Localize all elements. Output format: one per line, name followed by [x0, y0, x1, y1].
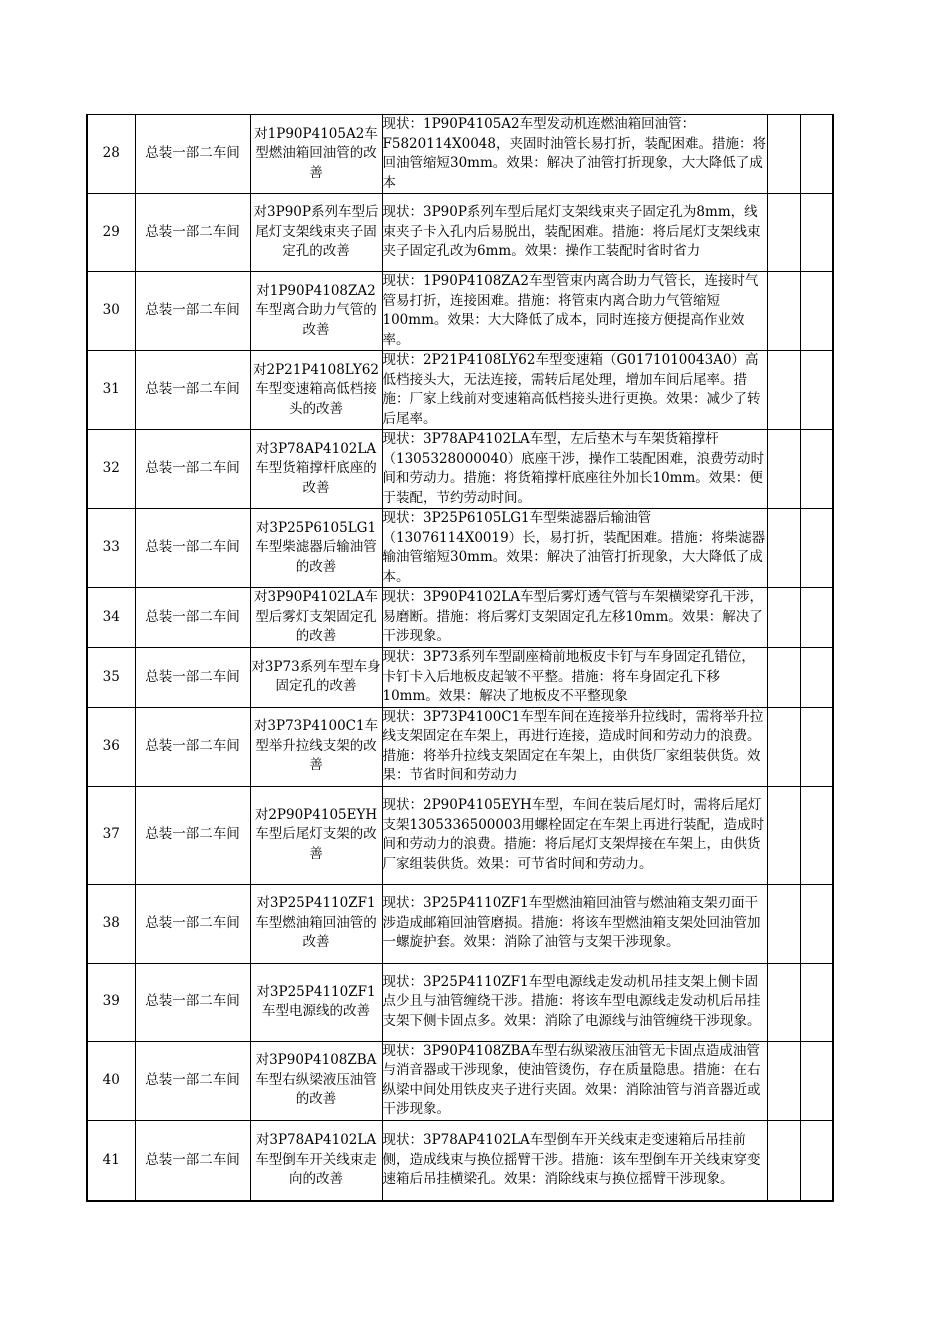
project-cell: 对1P90P4105A2车型燃油箱回油管的改善 — [250, 115, 382, 194]
row-number: 38 — [87, 884, 135, 963]
description-cell — [382, 963, 767, 1041]
description-cell — [382, 588, 767, 648]
department-cell: 总装一部二车间 — [135, 786, 250, 884]
project-cell: 对3P73系列车型车身固定孔的改善 — [250, 648, 382, 708]
blank-cell — [800, 430, 833, 509]
project-cell: 对1P90P4108ZA2车型离合助力气管的改善 — [250, 272, 382, 351]
blank-cell — [767, 1041, 800, 1120]
project-cell: 对3P25P4110ZF1车型燃油箱回油管的改善 — [250, 884, 382, 963]
table-row — [87, 194, 833, 272]
department-cell: 总装一部二车间 — [135, 430, 250, 509]
blank-cell — [767, 194, 800, 272]
description-text: 现状：3P25P6105LG1车型柴滤器后输油管（13076114X0019）长，易打折，装配困难。措施：将柴滤器输油管缩短30mm。效果：解决了油管打折现象，大大降低了成本。 — [382, 510, 766, 585]
blank-cell — [800, 707, 833, 786]
project-cell: 对2P90P4105EYH车型后尾灯支架的改善 — [250, 786, 382, 884]
project-cell: 对3P78AP4102LA车型倒车开关线束走向的改善 — [250, 1120, 382, 1201]
description-cell — [382, 115, 767, 194]
row-number: 29 — [87, 194, 135, 272]
department-cell: 总装一部二车间 — [135, 884, 250, 963]
row-number: 28 — [87, 115, 135, 194]
row-number: 41 — [87, 1120, 135, 1201]
project-cell: 对2P21P4108LY62车型变速箱高低档接头的改善 — [250, 351, 382, 430]
description-cell — [382, 351, 767, 430]
blank-cell — [800, 509, 833, 588]
blank-cell — [800, 272, 833, 351]
row-number: 32 — [87, 430, 135, 509]
row-number: 31 — [87, 351, 135, 430]
description-text: 现状：3P73P4100C1车型车间在连接举升拉线时，需将举升拉线支架固定在车架上，再进行连接，造成时间和劳动力的浪费。措施：将举升拉线支架固定在车架上，由供货厂家组装供货。效果：节省时间和劳动力 — [382, 708, 764, 783]
blank-cell — [800, 884, 833, 963]
improvement-table — [86, 114, 834, 1202]
blank-cell — [800, 786, 833, 884]
blank-cell — [767, 588, 800, 648]
department-cell: 总装一部二车间 — [135, 1041, 250, 1120]
project-cell: 对3P73P4100C1车型举升拉线支架的改善 — [250, 707, 382, 786]
blank-cell — [767, 648, 800, 708]
table-row — [87, 115, 833, 194]
project-cell: 对3P25P4110ZF1车型电源线的改善 — [250, 963, 382, 1041]
description-text: 现状：3P90P4108ZBA车型右纵梁液压油管无卡固点造成油管与消音器或干涉现象，使油管烫伤，存在质量隐患。措施：在右纵梁中间处用铁皮夹子进行夹固。效果：消除油管与消音器近或干涉现象。 — [382, 1042, 761, 1117]
table-row — [87, 588, 833, 648]
table-row — [87, 884, 833, 963]
description-text: 现状：3P78AP4102LA车型，左后垫木与车架货箱撑杆（1305328000040）底座干涉，操作工装配困难，浪费劳动时间和劳动力。措施：将货箱撑杆底座往外加长10mm。效果：便于装配，节约劳动时间。 — [382, 431, 765, 506]
row-number: 35 — [87, 648, 135, 708]
table-row — [87, 648, 833, 708]
table-row — [87, 509, 833, 588]
description-text: 现状：2P21P4108LY62车型变速箱（G0171010043A0）高低档接头大，无法连接，需转后尾处理，增加车间后尾率。措施：厂家上线前对变速箱高低档接头进行更换。效果：减少了转后尾率。 — [382, 352, 761, 427]
department-cell: 总装一部二车间 — [135, 588, 250, 648]
description-text: 现状：1P90P4108ZA2车型管束内离合助力气管长，连接时气管易打折，连接困难。措施：将管束内离合助力气管缩短100mm。效果：大大降低了成本，同时连接方便提高作业效率。 — [382, 273, 759, 348]
row-number: 30 — [87, 272, 135, 351]
row-number: 33 — [87, 509, 135, 588]
row-number: 37 — [87, 786, 135, 884]
blank-cell — [800, 588, 833, 648]
description-cell — [382, 648, 767, 708]
department-cell: 总装一部二车间 — [135, 351, 250, 430]
description-text: 现状：3P73系列车型副座椅前地板皮卡钉与车身固定孔错位，卡钉卡入后地板皮起皱不平整。措施：将车身固定孔下移10mm。效果：解决了地板皮不平整现象 — [382, 649, 755, 704]
description-cell — [382, 707, 767, 786]
project-cell: 对3P90P系列车型后尾灯支架线束夹子固定孔的改善 — [250, 194, 382, 272]
project-cell: 对3P25P6105LG1车型柴滤器后输油管的改善 — [250, 509, 382, 588]
description-cell — [382, 884, 767, 963]
table-row — [87, 786, 833, 884]
blank-cell — [800, 963, 833, 1041]
description-text: 现状：3P90P系列车型后尾灯支架线束夹子固定孔为8mm，线束夹子卡入孔内后易脱出，装配困难。措施：将后尾灯支架线束夹子固定孔改为6mm。效果：操作工装配时省时省力 — [382, 204, 761, 260]
blank-cell — [767, 1120, 800, 1201]
table-row — [87, 272, 833, 351]
blank-cell — [767, 884, 800, 963]
description-text: 现状：2P90P4105EYH车型，车间在装后尾灯时，需将后尾灯支架1305336500003用螺栓固定在车架上再进行装配，造成时间和劳动力的浪费。措施：将后尾灯支架焊接在车架上，由供货厂家组装供货。效果：可节省时间和劳动力。 — [382, 797, 765, 872]
department-cell: 总装一部二车间 — [135, 509, 250, 588]
blank-cell — [800, 1120, 833, 1201]
blank-cell — [767, 509, 800, 588]
description-cell — [382, 430, 767, 509]
department-cell: 总装一部二车间 — [135, 272, 250, 351]
project-cell: 对3P90P4102LA车型后雾灯支架固定孔的改善 — [250, 588, 382, 648]
blank-cell — [767, 430, 800, 509]
row-number: 39 — [87, 963, 135, 1041]
description-text: 现状：3P25P4110ZF1车型燃油箱回油管与燃油箱支架刃面干涉造成邮箱回油管磨损。措施：将该车型燃油箱支架处回油管加一螺旋护套。效果：消除了油管与支架干涉现象。 — [382, 895, 761, 951]
description-cell — [382, 1120, 767, 1201]
blank-cell — [767, 115, 800, 194]
description-cell — [382, 786, 767, 884]
description-cell — [382, 272, 767, 351]
project-cell: 对3P90P4108ZBA车型右纵梁液压油管的改善 — [250, 1041, 382, 1120]
department-cell: 总装一部二车间 — [135, 1120, 250, 1201]
table-row — [87, 351, 833, 430]
blank-cell — [800, 1041, 833, 1120]
department-cell: 总装一部二车间 — [135, 648, 250, 708]
department-cell: 总装一部二车间 — [135, 707, 250, 786]
blank-cell — [767, 786, 800, 884]
department-cell: 总装一部二车间 — [135, 963, 250, 1041]
row-number: 36 — [87, 707, 135, 786]
table-row — [87, 1041, 833, 1120]
blank-cell — [800, 648, 833, 708]
blank-cell — [800, 351, 833, 430]
description-text: 现状：3P78AP4102LA车型倒车开关线束走变速箱后吊挂前侧，造成线束与换位摇臂干涉。措施：该车型倒车开关线束穿变速箱后吊挂横梁孔。效果：消除线束与换位摇臂干涉现象。 — [382, 1132, 761, 1187]
blank-cell — [800, 194, 833, 272]
project-cell: 对3P78AP4102LA车型货箱撑杆底座的改善 — [250, 430, 382, 509]
blank-cell — [767, 963, 800, 1041]
table-row — [87, 707, 833, 786]
department-cell: 总装一部二车间 — [135, 194, 250, 272]
table-row — [87, 430, 833, 509]
department-cell: 总装一部二车间 — [135, 115, 250, 194]
blank-cell — [767, 272, 800, 351]
description-text: 现状：3P25P4110ZF1车型电源线走发动机吊挂支架上侧卡固点少且与油管缠绕干涉。措施：将该车型电源线走发动机后吊挂支架下侧卡固点多。效果：消除了电源线与油管缠绕干涉现象。 — [382, 973, 761, 1029]
row-number: 40 — [87, 1041, 135, 1120]
blank-cell — [767, 351, 800, 430]
description-text: 现状：1P90P4105A2车型发动机连燃油箱回油管：F5820114X0048，夹固时油管长易打折，装配困难。措施：将回油管缩短30mm。效果：解决了油管打折现象，大大降低了成本 — [382, 116, 766, 191]
table-row — [87, 1120, 833, 1201]
description-cell — [382, 194, 767, 272]
blank-cell — [767, 707, 800, 786]
row-number: 34 — [87, 588, 135, 648]
table-row — [87, 963, 833, 1041]
description-cell — [382, 1041, 767, 1120]
blank-cell — [800, 115, 833, 194]
description-cell — [382, 509, 767, 588]
description-text: 现状：3P90P4102LA车型后雾灯透气管与车架横梁穿孔干涉，易磨断。措施：将后雾灯支架固定孔左移10mm。效果：解决了干涉现象。 — [382, 589, 764, 645]
